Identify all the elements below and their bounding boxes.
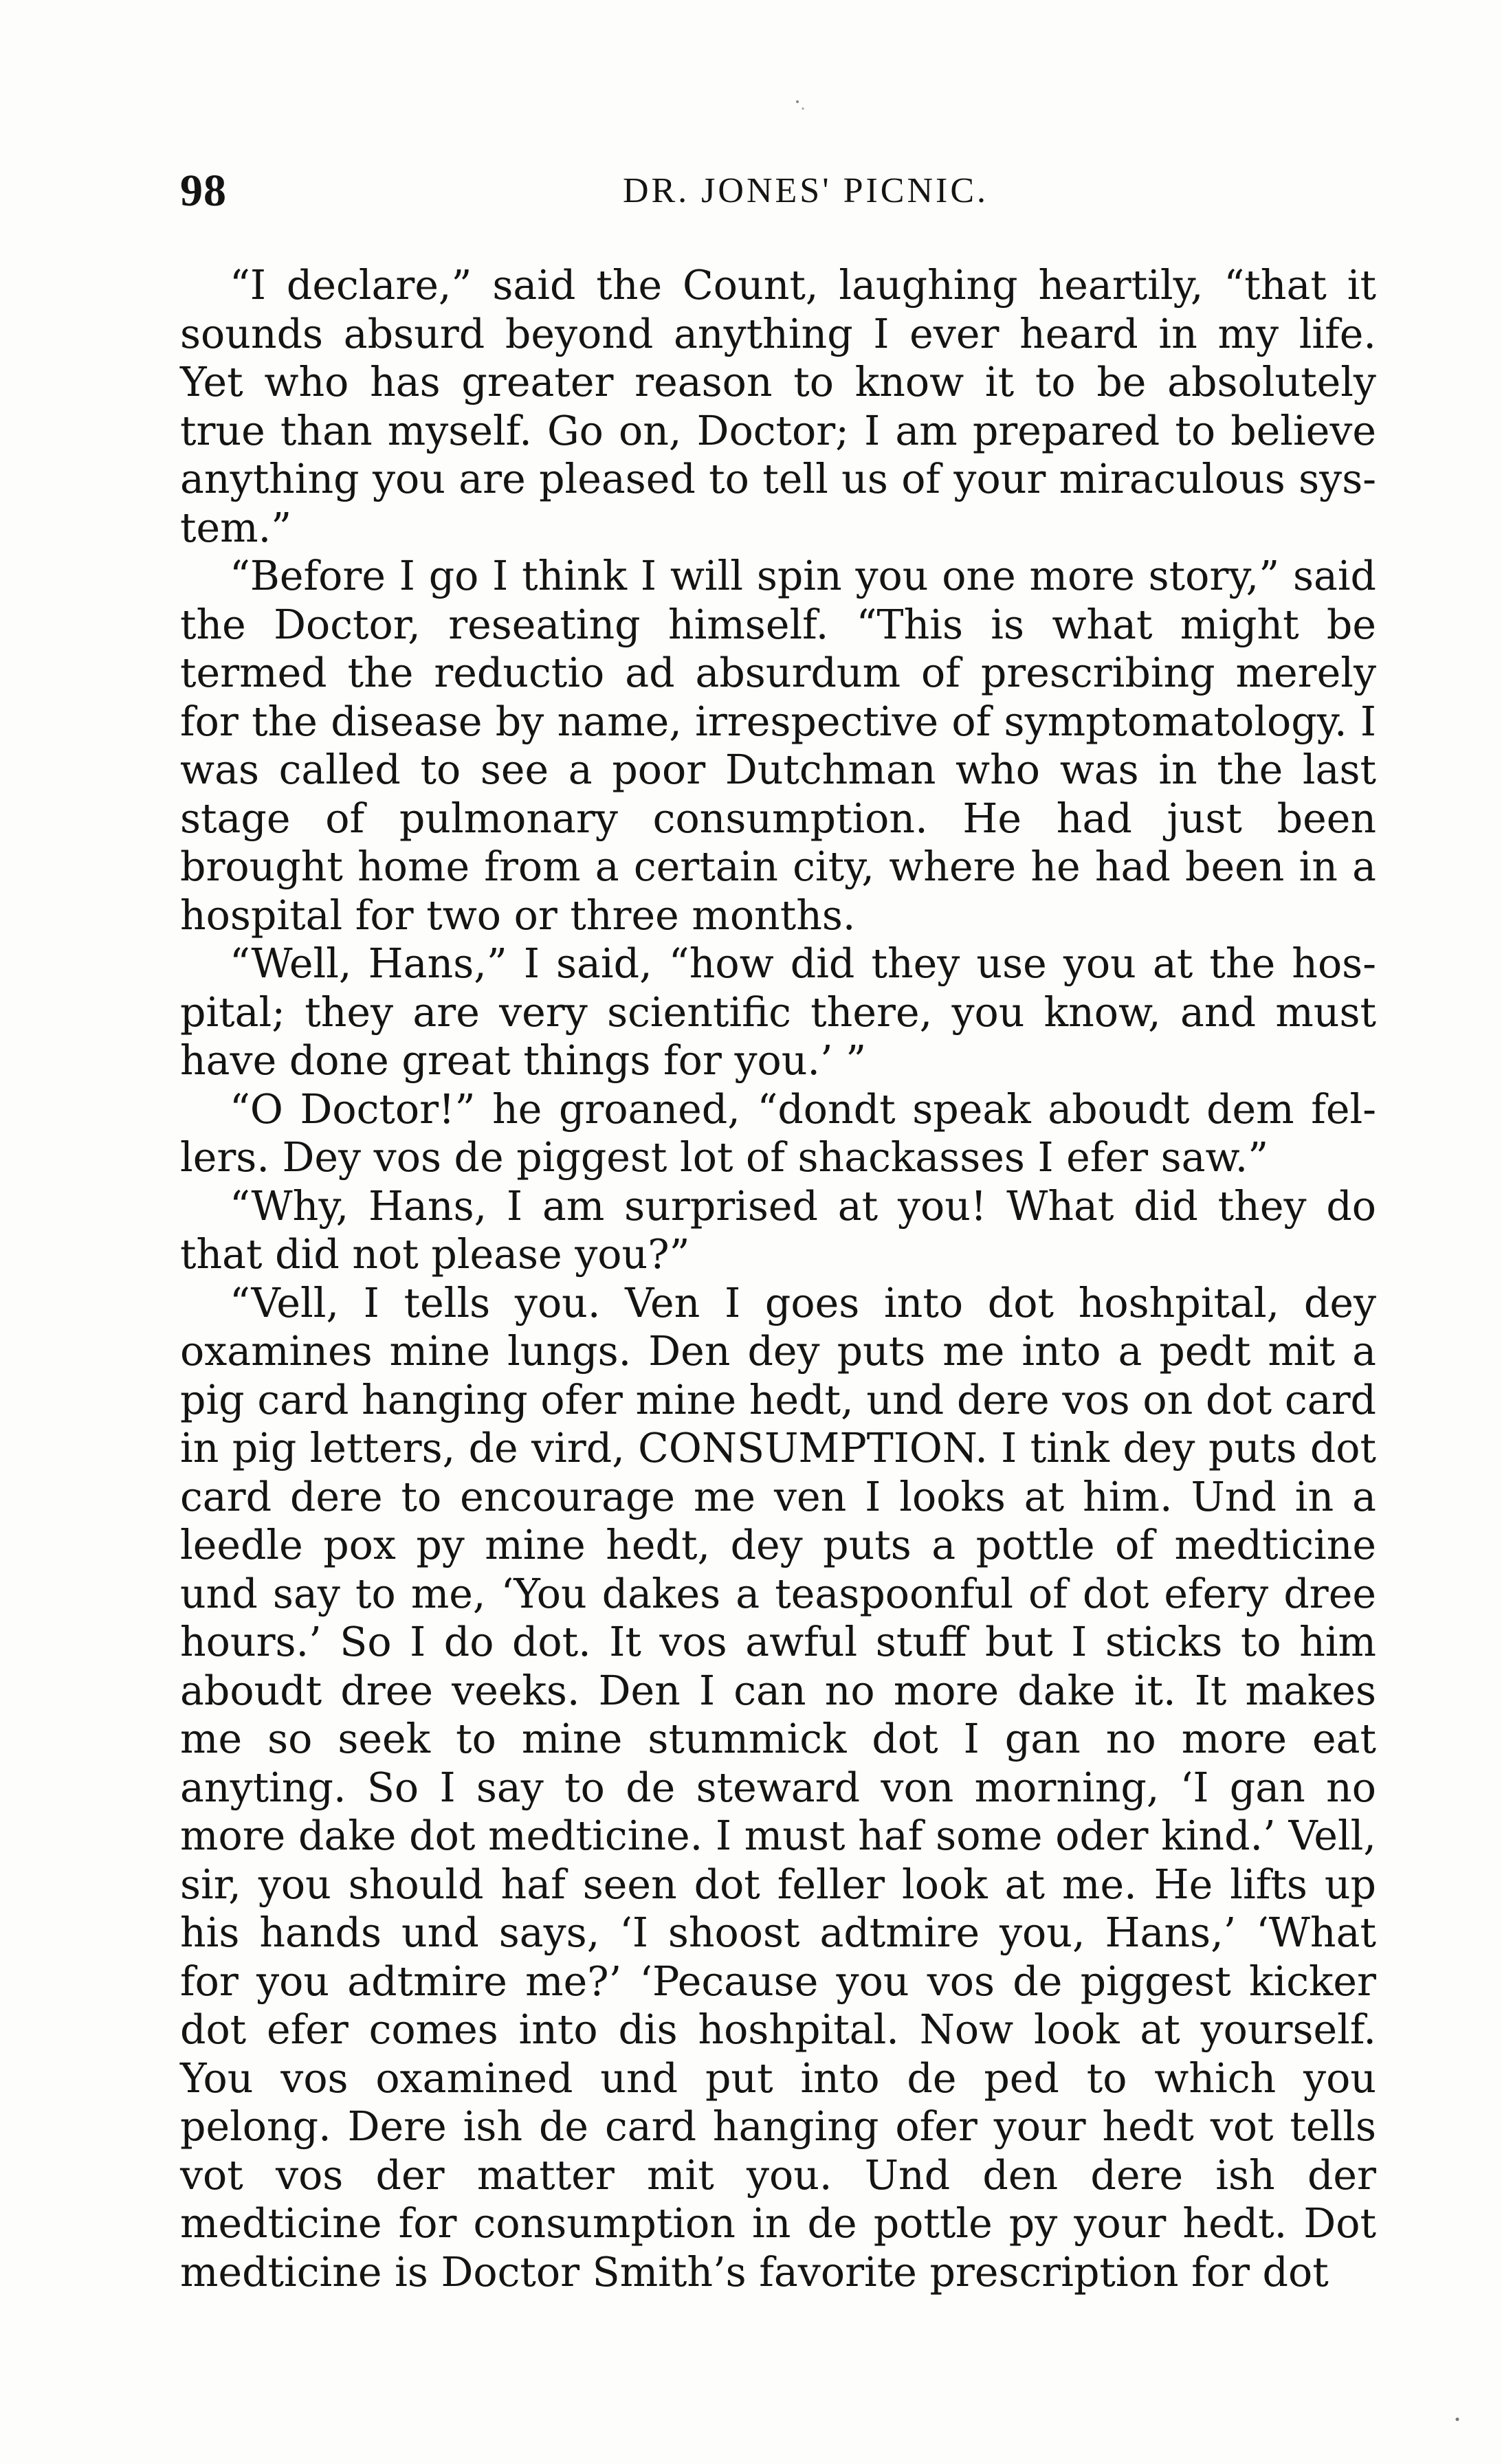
paragraph: “Before I go I think I will spin you one more story,” said the Doctor, reseating himself. “This is what might be termed the reductio ad absurdum of prescribing merely for the disease by name, irrespective of symptomatology. I was called to see a poor Dutchman who was in the last stage of pulmonary consumption. He had just been brought home from a certain city, where he had been in a hospital for two or three months. [180,553,1376,939]
running-head [180,165,1376,220]
page-number: 98 [180,166,227,216]
paragraph: “Why, Hans, I am surprised at you! What did they do that did not please you?” [180,1182,1376,1278]
paragraph: “Well, Hans,” I said, “how did they use you at the hospital; they are very scientific there, you know, and must have done great things for you.’ ” [180,940,1376,1084]
paragraph: “I declare,” said the Count, laughing heartily, “that it sounds absurd beyond anything I ever heard in my life. Yet who has greater reason to know it to be absolutely true than myself. Go on, Doctor; I am prepared to believe anything you are pleased to tell us of your miraculous system.” [180,262,1376,551]
running-title: DR. JONES' PICNIC. [622,171,989,210]
paragraph: “O Doctor!” he groaned, “dondt speak aboudt dem fellers. Dey vos de piggest lot of shackasses I efer saw.” [180,1085,1376,1181]
body-text [180,261,1376,2296]
paragraph: “Vell, I tells you. Ven I goes into dot hoshpital, dey oxamines mine lungs. Den dey puts me into a pedt mit a pig card hanging ofer mine hedt, und dere vos on dot card in pig letters, de vird, CONSUMPTION. I tink dey puts dot card dere to encourage me ven I looks at him. Und in a leedle pox py mine hedt, dey puts a pottle of medticine und say to me, ‘You dakes a teaspoonful of dot efery dree hours.’ So I do dot. It vos awful stuff but I sticks to him aboudt dree veeks. Den I can no more dake it. It makes me so seek to mine stummick dot I gan no more eat anyting. So I say to de steward von morning, ‘I gan no more dake dot medticine. I must haf some oder kind.’ Vell, sir, you should haf seen dot feller look at me. He lifts up his hands und says, ‘I shoost adtmire you, Hans,’ ‘What for you adtmire me?’ ‘Pecause you vos de piggest kicker dot efer comes into dis hoshpital. Now look at yourself. You vos oxamined und put into de ped to which you pelong. Dere ish de card hanging ofer your hedt vot tells vot vos der matter mit you. Und den dere ish der medticine for consumption in de pottle py your hedt. Dot medticine is Doctor Smith’s favorite prescription for dot [180,1279,1376,2296]
